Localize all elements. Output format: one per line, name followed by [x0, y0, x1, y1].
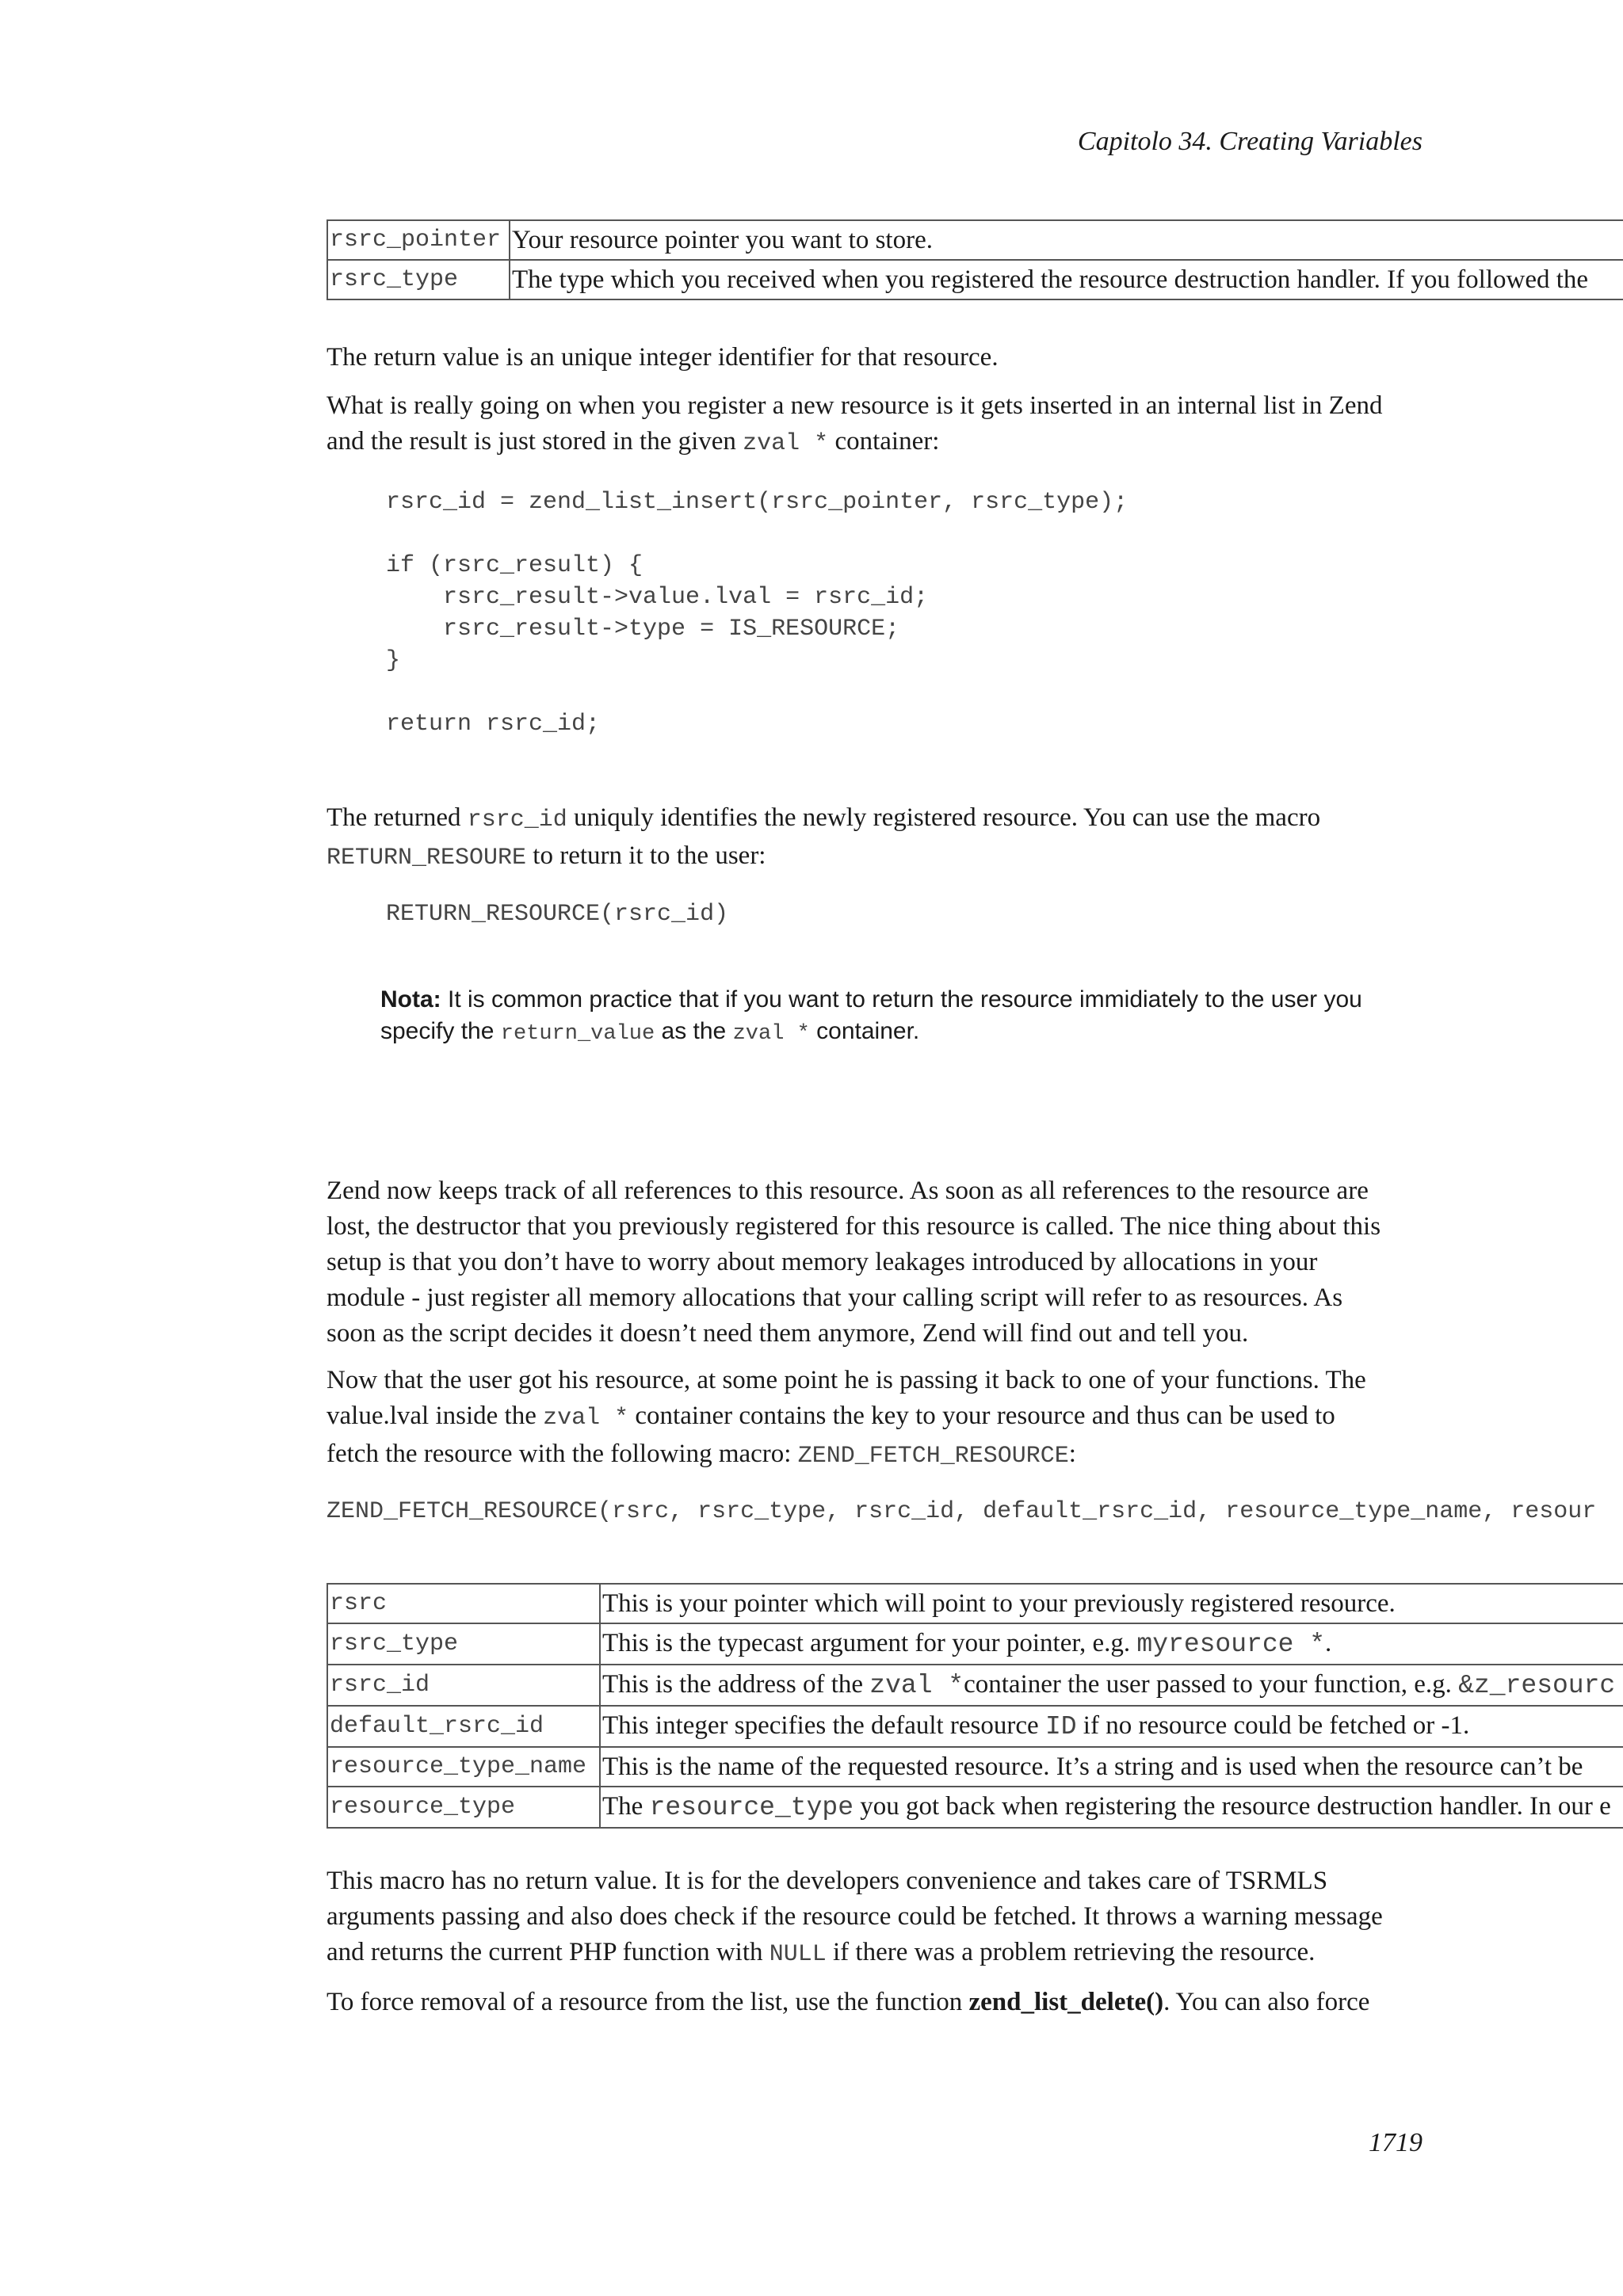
param-name: resource_type_name — [327, 1747, 600, 1787]
function-name: zend_list_delete() — [968, 1988, 1164, 2016]
text-fragment: : — [1068, 1440, 1076, 1468]
param-name: rsrc_id — [327, 1665, 600, 1706]
text-fragment: you got back when registering the resource destruction handler. In our e — [854, 1792, 1611, 1821]
inline-code: &z_resourc — [1458, 1671, 1616, 1700]
text-fragment: as the — [655, 1018, 733, 1044]
text-line: lost, the destructor that you previously registered for this resource is called. The nice thing about this — [327, 1212, 1381, 1241]
running-header: Capitolo 34. Creating Variables — [1077, 127, 1423, 156]
paragraph — [327, 1363, 1428, 1474]
text-fragment: . You can also force — [1163, 1988, 1370, 2016]
table-row — [327, 1584, 1623, 1623]
text-fragment: container the user passed to your function, e.g. — [964, 1670, 1459, 1699]
param-name: default_rsrc_id — [327, 1706, 600, 1747]
param-name: rsrc — [327, 1584, 600, 1623]
param-name: resource_type — [327, 1787, 600, 1828]
text-fragment: . — [1325, 1629, 1332, 1657]
inline-code: rsrc_id — [467, 807, 567, 833]
table-row — [327, 220, 1623, 260]
inline-code: RETURN_RESOURE — [327, 845, 527, 871]
inline-code: zval * — [743, 430, 829, 457]
inline-code: myresource * — [1136, 1630, 1326, 1659]
page-number: 1719 — [1369, 2128, 1423, 2157]
text-fragment: This is the address of the — [602, 1670, 870, 1699]
inline-code: zval * — [732, 1022, 810, 1046]
inline-code: zval * — [869, 1671, 964, 1700]
text-fragment: This is the name of the requested resource. It’s a string and is used when the resource can’t be — [602, 1753, 1583, 1781]
inline-code: ID — [1044, 1712, 1077, 1741]
param-name: rsrc_type — [327, 1623, 600, 1665]
text-fragment: uniquly identifies the newly registered resource. You can use the macro — [567, 803, 1321, 832]
parameter-table-2 — [327, 1583, 1623, 1829]
note-label: Nota: — [380, 986, 441, 1013]
param-name: rsrc_pointer — [327, 220, 510, 260]
code-block: RETURN_RESOURCE(rsrc_id) — [386, 901, 729, 928]
inline-code: NULL — [769, 1941, 827, 1968]
text-line: module - just register all memory allocations that your calling script will refer to as resources. As — [327, 1283, 1343, 1312]
param-name: rsrc_type — [327, 260, 510, 299]
text-fragment: to return it to the user: — [526, 841, 766, 870]
paragraph — [327, 388, 1428, 462]
table-row — [327, 1747, 1623, 1787]
paragraph — [327, 800, 1428, 876]
text-fragment: The — [602, 1792, 650, 1821]
inline-code: return_value — [500, 1022, 655, 1046]
code-block: ZEND_FETCH_RESOURCE(rsrc, rsrc_type, rsrc_id, default_rsrc_id, resource_type_name, resour — [327, 1498, 1597, 1525]
table-row — [327, 1787, 1623, 1828]
text-line: Now that the user got his resource, at some point he is passing it back to one of your functions. The — [327, 1366, 1366, 1394]
inline-code: resource_type — [649, 1793, 854, 1822]
table-row — [327, 1623, 1623, 1665]
text-fragment: if no resource could be fetched or -1. — [1076, 1711, 1470, 1740]
text-fragment: fetch the resource with the following macro: — [327, 1440, 798, 1468]
text-fragment: The returned — [327, 803, 468, 832]
text-fragment: container. — [809, 1018, 920, 1044]
param-description — [600, 1584, 1623, 1623]
text-fragment: This is your pointer which will point to your previously registered resource. — [602, 1589, 1396, 1618]
text-fragment: and returns the current PHP function with — [327, 1938, 769, 1966]
text-line: soon as the script decides it doesn’t need them anymore, Zend will find out and tell you. — [327, 1319, 1249, 1348]
paragraph — [327, 1863, 1428, 1973]
text-fragment: This is the typecast argument for your pointer, e.g. — [602, 1629, 1137, 1657]
text-fragment: if there was a problem retrieving the resource. — [826, 1938, 1316, 1966]
note-box — [380, 984, 1419, 1050]
text-fragment: It is common practice that if you want to return the resource immidiately to the user you — [441, 986, 1362, 1013]
table-row — [327, 260, 1623, 299]
param-description — [600, 1706, 1623, 1747]
text-fragment: This integer specifies the default resource — [602, 1711, 1045, 1740]
param-description: Your resource pointer you want to store. — [510, 220, 1623, 260]
code-block: rsrc_id = zend_list_insert(rsrc_pointer, rsrc_type); if (rsrc_result) { rsrc_result->value.lval = rsrc_id; rsrc_result->type = IS_RESOURCE; } return rsrc_id; — [386, 489, 1128, 738]
text-fragment: To force removal of a resource from the list, use the function — [327, 1988, 969, 2016]
text-fragment: container: — [828, 427, 940, 456]
text-line: What is really going on when you register a new resource is it gets inserted in an internal list in Zend — [327, 391, 1383, 420]
inline-code: ZEND_FETCH_RESOURCE — [797, 1443, 1069, 1470]
text-fragment: specify the — [380, 1018, 501, 1044]
param-description — [600, 1787, 1623, 1828]
table-row — [327, 1706, 1623, 1747]
table-row — [327, 1665, 1623, 1706]
text-line: setup is that you don’t have to worry about memory leakages introduced by allocations in your — [327, 1248, 1318, 1276]
text-fragment: value.lval inside the — [327, 1402, 544, 1430]
param-description — [600, 1747, 1623, 1787]
param-description — [600, 1665, 1623, 1706]
param-description — [600, 1623, 1623, 1665]
parameter-table-1 — [327, 219, 1623, 300]
text-line: Zend now keeps track of all references to this resource. As soon as all references to the resource are — [327, 1177, 1369, 1205]
inline-code: zval * — [543, 1405, 629, 1432]
param-description: The type which you received when you registered the resource destruction handler. If you followed the — [510, 260, 1623, 299]
paragraph — [327, 1173, 1428, 1352]
text-line: This macro has no return value. It is for the developers convenience and takes care of TSRMLS — [327, 1867, 1328, 1895]
paragraph — [327, 1985, 1428, 2020]
paragraph: The return value is an unique integer identifier for that resource. — [327, 343, 999, 372]
text-fragment: and the result is just stored in the given — [327, 427, 743, 456]
text-line: arguments passing and also does check if the resource could be fetched. It throws a warning message — [327, 1902, 1383, 1931]
text-fragment: container contains the key to your resource and thus can be used to — [628, 1402, 1335, 1430]
